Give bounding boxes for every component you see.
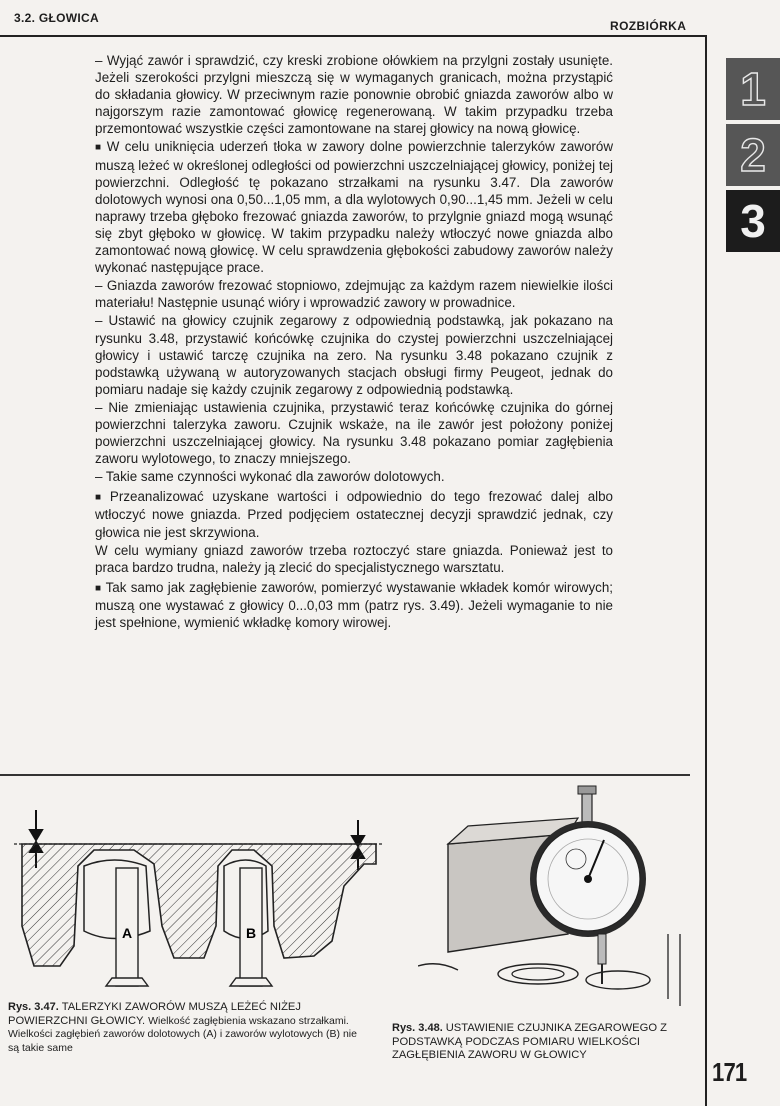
figure-348-dial-gauge	[418, 784, 698, 1014]
caption-title: USTAWIENIE CZUJNIKA ZEGAROWEGO Z PODSTAWKĄ PODCZAS POMIARU WIELKOŚCI ZAGŁĘBIENIA ZAWORU W GŁOWICY	[392, 1022, 667, 1061]
header-rule	[0, 35, 706, 37]
figure-347-caption	[8, 1001, 358, 1055]
paragraph: – Nie zmieniając ustawienia czujnika, przystawić teraz końcówkę czujnika do górnej powierzchni talerzyka zaworu. Czujnik wskaże, na ile zawór jest położony poniżej powierzchni uszczelniającej głowicy. Na rysunku 3.48 pokazano pomiar zagłębienia zaworu wylotowego, to znaczy mniejszego.	[95, 399, 613, 467]
chapter-tab-3: 3	[726, 190, 780, 252]
bullet-icon: ■	[95, 492, 106, 504]
caption-title: TALERZYKI ZAWORÓW MUSZĄ LEŻEĆ NIŻEJ POWIERZCHNI GŁOWICY.	[8, 1001, 301, 1027]
chapter-header: ROZBIÓRKA	[610, 19, 687, 33]
chapter-tab-1: 1	[726, 58, 780, 120]
margin-rule	[705, 35, 707, 1106]
figure-347-valve-section	[14, 806, 384, 994]
paragraph: – Wyjąć zawór i sprawdzić, czy kreski zrobione ołówkiem na przylgni zostały usunięte. Jeżeli szerokości przylgni mieszczą się w wymaganych granicach, można przystąpić do składania głowicy. W przeciwnym razie ponownie obrobić gniazda zaworów albo w najgorszym razie zamontować głowicę regenerowaną. W takim przypadku trzeba przemontować wszystkie części zamontowane na starej głowicy na nową głowicę.	[95, 53, 613, 137]
paragraph: W celu wymiany gniazd zaworów trzeba roztoczyć stare gniazda. Ponieważ jest to praca bardzo trudna, należy ją zlecić do specjalistycznego warsztatu.	[95, 542, 613, 575]
figure-rule	[0, 774, 690, 776]
bullet-icon: ■	[95, 582, 102, 594]
paragraph: ■ Tak samo jak zagłębienie zaworów, pomierzyć wystawanie wkładek komór wirowych; muszą one wystawać z głowicy 0...0,03 mm (patrz rys. 3.49). Jeżeli wymaganie to nie jest spełnione, wymienić wkładkę komory wirowej.	[95, 579, 614, 630]
paragraph: – Takie same czynności wykonać dla zaworów dolotowych.	[95, 469, 445, 485]
figure-348-caption	[392, 1022, 697, 1063]
page-number: 171	[712, 1057, 747, 1087]
caption-number: Rys. 3.48.	[392, 1022, 443, 1034]
label-b: B	[246, 925, 257, 941]
caption-number: Rys. 3.47.	[8, 1001, 59, 1013]
label-a: A	[122, 925, 133, 941]
chapter-tab-2: 2	[726, 124, 780, 186]
bullet-icon: ■	[95, 142, 103, 154]
paragraph: – Ustawić na głowicy czujnik zegarowy z odpowiednią podstawką, jak pokazano na rysunku 3.48, przystawić końcówkę czujnika do czystej powierzchni uszczelniającej głowicy i ustawić tarczę czujnika na zero. Na rysunku 3.48 pokazano czujnik z podstawką używaną w autoryzowanych stacjach obsługi firmy Peugeot, jednak do pomiaru nadaje się każdy czujnik zegarowy z odpowiednią podstawką.	[95, 313, 613, 397]
section-header: 3.2. GŁOWICA	[14, 11, 99, 25]
body-text	[95, 52, 613, 632]
cylinder-head-section	[22, 844, 376, 966]
paragraph: ■ Przeanalizować uzyskane wartości i odpowiednio do tego frezować dalej albo wtłoczyć nowe gniazda. Przed podjęciem ostatecznej decyzji sprawdzić jednak, czy głowica nie jest skrzywiona.	[95, 489, 614, 540]
dial-gauge	[530, 821, 646, 937]
caption-text: Wielkość zagłębienia wskazano strzałkami. Wielkości zagłębień zaworów dolotowych (A) i zaworów wylotowych (B) nie są takie same	[8, 1014, 357, 1054]
valve-seat	[498, 964, 578, 984]
paragraph: – Gniazda zaworów frezować stopniowo, zdejmując za każdym razem niewielkie ilości materiału! Następnie usunąć wióry i wprowadzić zawory w prowadnice.	[95, 278, 613, 311]
paragraph: ■ W celu uniknięcia uderzeń tłoka w zawory dolne powierzchnie talerzyków zaworów muszą leżeć w określonej odległości od powierzchni uszczelniającej głowicy, poniżej tej powierzchni. Odległość tę pokazano strzałkami na rysunku 3.47. Dla zaworów dolotowych wynosi ona 0,50...1,05 mm, a dla wylotowych 0,90...1,45 mm. Jeżeli w celu naprawy trzeba głęboko frezować gniazda zaworów, to przylgnie gniazd mogą wsunąć się zbyt głęboko w głowicę. W takim przypadku należy wtłoczyć nowe gniazda albo zamontować nową głowicę. W celu sprawdzenia głębokości zabudowy zaworów należy wykonać następujące prace.	[95, 139, 613, 276]
